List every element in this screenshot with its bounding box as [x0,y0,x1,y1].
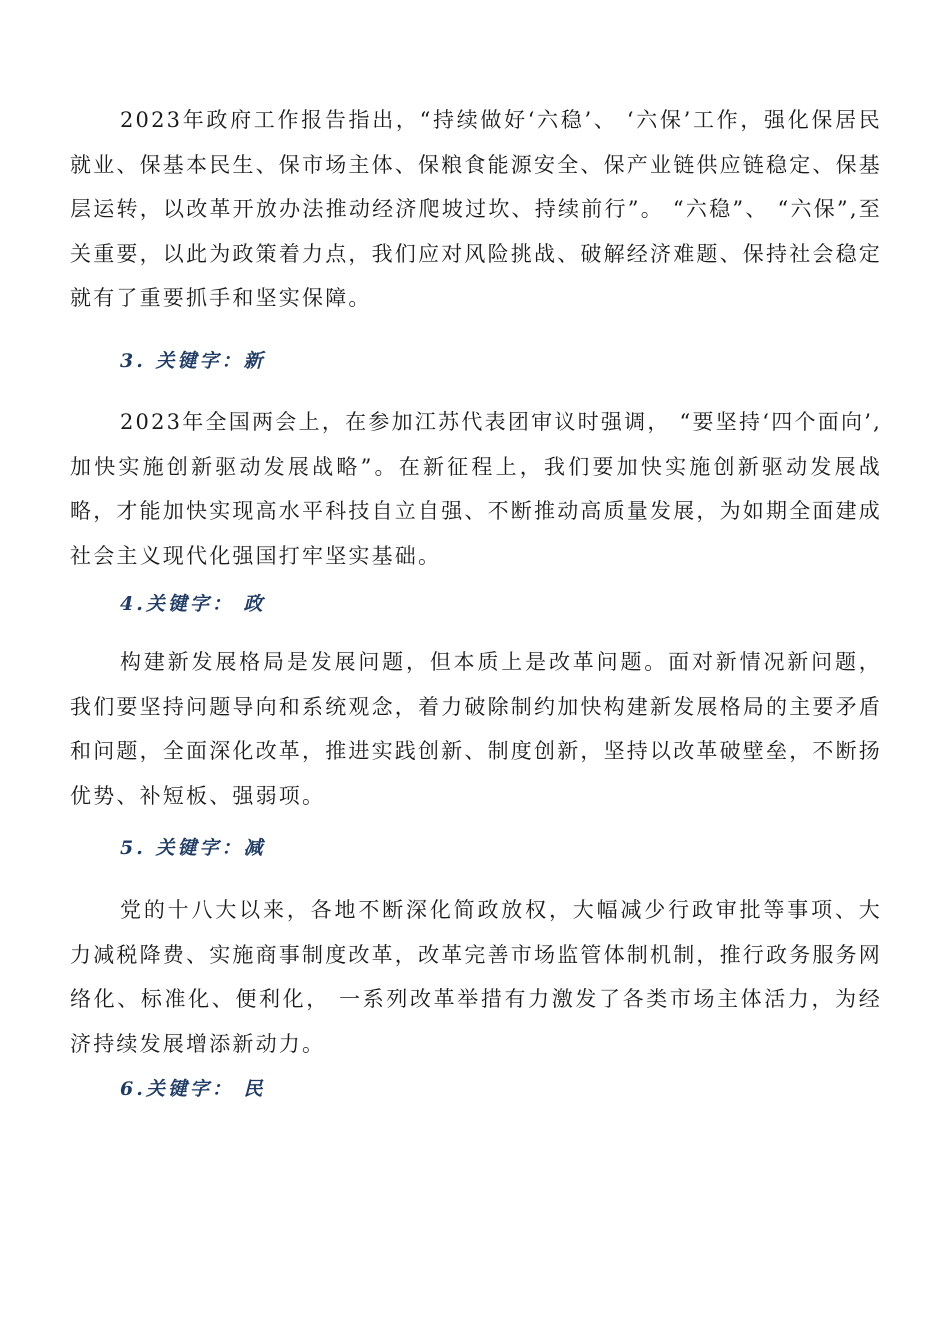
paragraph-innovation: 2023年全国两会上，在参加江苏代表团审议时强调， “要坚持‘四个面向’,加快实施创新驱动发展战略”。在新征程上，我们要加快实施创新驱动发展战略，才能加快实现高水平科技自立自强、不断推动高质量发展，为如期全面建成社会主义现代化强国打牢坚实基础。 [70,410,882,568]
paragraph-reform: 构建新发展格局是发展问题，但本质上是改革问题。面对新情况新问题，我们要坚持问题导向和系统观念，着力破除制约加快构建新发展格局的主要矛盾和问题，全面深化改革，推进实践创新、制度创新，坚持以改革破壁垒，不断扬优势、补短板、强弱项。 [70,650,882,808]
heading-keyword-people: 6.关键字： 民 [120,1078,266,1100]
heading-keyword-reform: 4.关键字： 政 [120,593,266,615]
paragraph-streamline: 党的十八大以来，各地不断深化简政放权，大幅减少行政审批等事项、大力减税降费、实施商事制度改革，改革完善市场监管体制机制，推行政务服务网络化、标准化、便利化， 一系列改革举措有力激发了各类市场主体活力，为经济持续发展增添新动力。 [70,898,882,1056]
heading-keyword-new: 3. 关键字：新 [120,350,266,372]
heading-keyword-reduce: 5. 关键字：减 [120,837,266,859]
paragraph-six-stabilities: 2023年政府工作报告指出，“持续做好‘六稳’、 ‘六保’工作，强化保居民就业、保基本民生、保市场主体、保粮食能源安全、保产业链供应链稳定、保基层运转，以改革开放办法推动经济爬坡过坎、持续前行”。 “六稳”、 “六保”,至关重要，以此为政策着力点，我们应对风险挑战、破解经济难题、保持社会稳定就有了重要抓手和坚实保障。 [70,108,882,310]
